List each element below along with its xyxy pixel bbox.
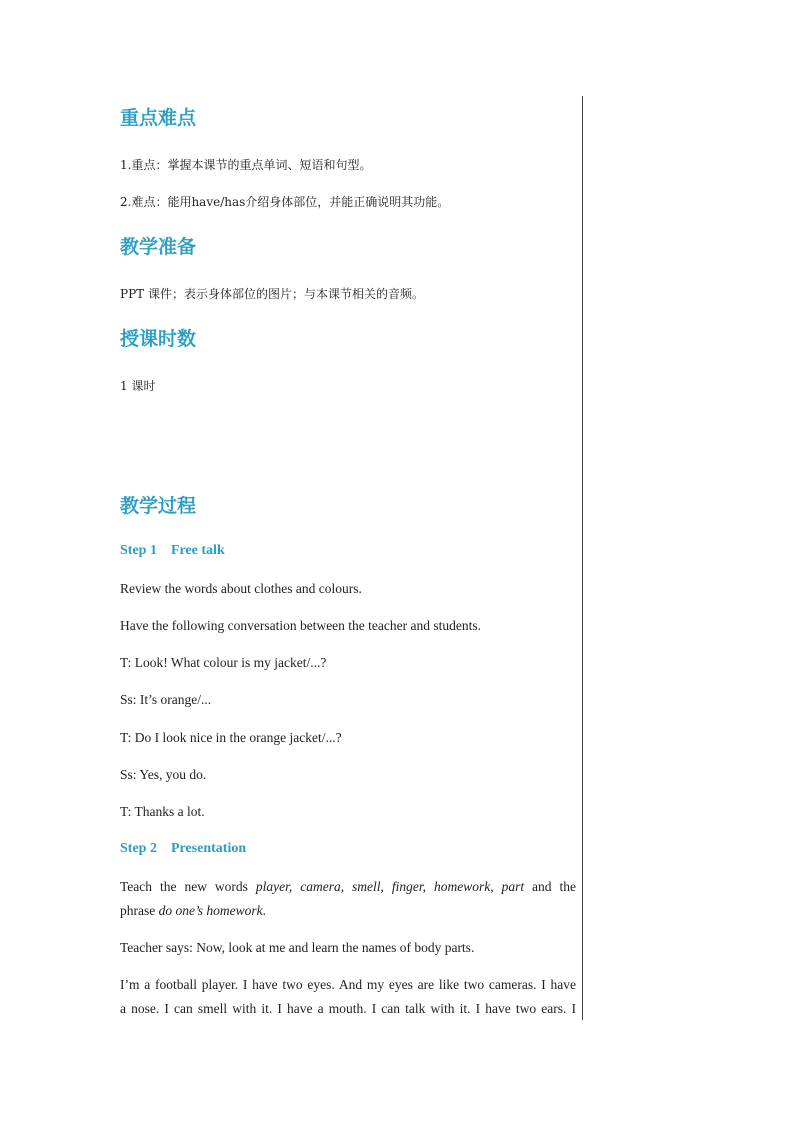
step1-line-4: Ss: It’s orange/... [120, 692, 212, 707]
step2-paragraph-line-2: a nose. I can smell with it. I have a mouth. I can talk with it. I have two ears. I [120, 1001, 576, 1016]
step2-title: Step 2 Presentation [120, 841, 247, 856]
step1-line-1: Review the words about clothes and colours. [120, 581, 362, 596]
step1-line-7: T: Thanks a lot. [120, 804, 205, 819]
page-margin-rule [582, 96, 583, 1020]
step2-teach-line-2: phrase do one’s homework. [120, 903, 266, 918]
step1-title: Step 1 Free talk [120, 543, 225, 558]
step2-teach-line-1: Teach the new words player, camera, smell, finger, homework, part and the [120, 879, 577, 894]
key-point-2: 2.难点：能用have/has介绍身体部位，并能正确说明其功能。 [120, 195, 450, 209]
heading-key-points: 重点难点 [120, 107, 197, 129]
new-words: player, camera, smell, finger, homework [255, 879, 491, 894]
step1-line-3: T: Look! What colour is my jacket/...? [120, 655, 327, 670]
step1-line-2: Have the following conversation between the teacher and students. [120, 618, 481, 633]
teaching-hours-text: 1 课时 [120, 379, 156, 393]
heading-teaching-hours: 授课时数 [120, 328, 197, 350]
new-phrase: do one’s homework [158, 903, 263, 918]
step2-teacher-says: Teacher says: Now, look at me and learn the names of body parts. [120, 940, 475, 955]
preparation-text: PPT 课件；表示身体部位的图片；与本课节相关的音频。 [120, 287, 424, 301]
step1-line-5: T: Do I look nice in the orange jacket/...? [120, 730, 342, 745]
key-point-1: 1.重点：掌握本课节的重点单词、短语和句型。 [120, 158, 372, 172]
step1-line-6: Ss: Yes, you do. [120, 767, 207, 782]
heading-preparation: 教学准备 [120, 236, 197, 258]
heading-teaching-process: 教学过程 [120, 495, 197, 517]
step2-paragraph-line-1: I’m a football player. I have two eyes. And my eyes are like two cameras. I have [120, 977, 576, 992]
